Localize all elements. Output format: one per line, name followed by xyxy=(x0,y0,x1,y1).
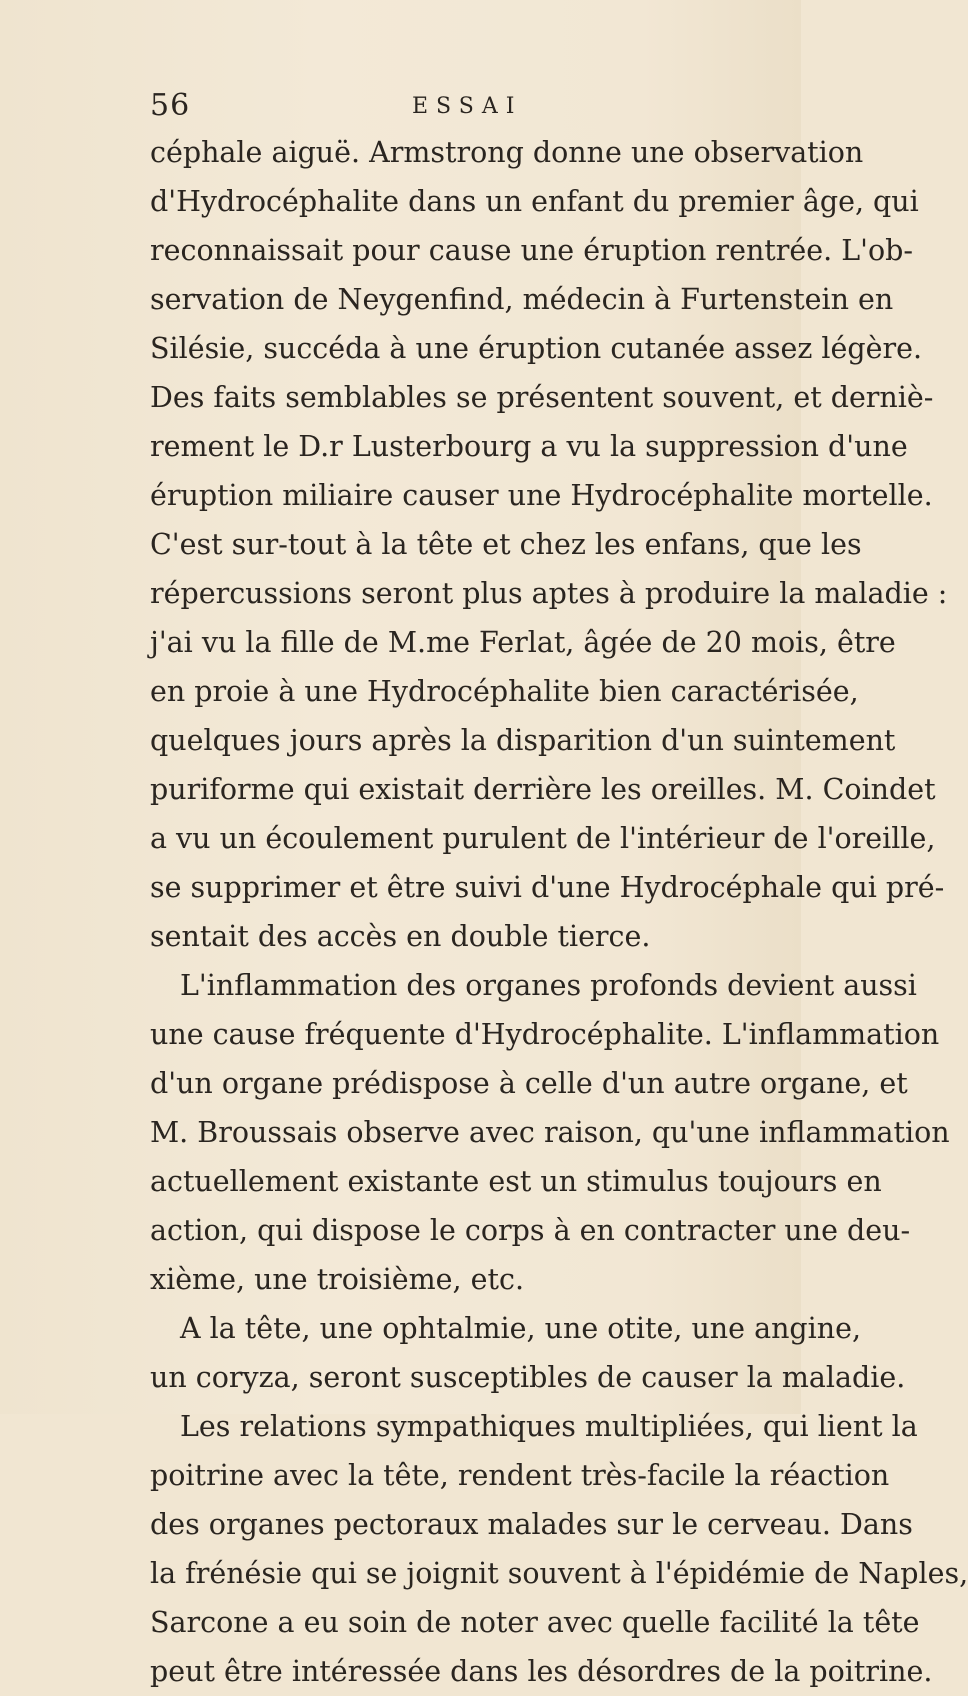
text-line: d'un organe prédispose à celle d'un autre organe, et xyxy=(150,1067,908,1100)
text-line: reconnaissait pour cause une éruption rentrée. L'ob- xyxy=(150,234,914,267)
paragraph xyxy=(150,961,950,1304)
page-header xyxy=(150,88,761,128)
text-line: C'est sur-tout à la tête et chez les enfans, que les xyxy=(150,528,862,561)
text-line: puriforme qui existait derrière les oreilles. M. Coindet xyxy=(150,773,936,806)
text-line: servation de Neygenfind, médecin à Furtenstein en xyxy=(150,283,894,316)
text-line: éruption miliaire causer une Hydrocéphalite mortelle. xyxy=(150,479,933,512)
text-line: rement le D.r Lusterbourg a vu la suppression d'une xyxy=(150,430,908,463)
text-line: Silésie, succéda à une éruption cutanée assez légère. xyxy=(150,332,923,365)
text-line: M. Broussais observe avec raison, qu'une inflammation xyxy=(150,1116,950,1149)
text-line: A la tête, une ophtalmie, une otite, une angine, xyxy=(180,1312,862,1345)
text-line: peut être intéressée dans les désordres de la poitrine. xyxy=(150,1655,933,1688)
text-line: des organes pectoraux malades sur le cerveau. Dans xyxy=(150,1508,913,1541)
text-line: en proie à une Hydrocéphalite bien caractérisée, xyxy=(150,675,859,708)
text-line: la frénésie qui se joignit souvent à l'épidémie de Naples, xyxy=(150,1557,968,1590)
running-title: ESSAI xyxy=(412,94,523,119)
text-line: Les relations sympathiques multipliées, qui lient la xyxy=(180,1410,918,1443)
text-line: céphale aiguë. Armstrong donne une observation xyxy=(150,136,864,169)
text-line: une cause fréquente d'Hydrocéphalite. L'inflammation xyxy=(150,1018,940,1051)
page-number: 56 xyxy=(150,88,191,123)
text-line: répercussions seront plus aptes à produire la maladie : xyxy=(150,577,948,610)
paragraph xyxy=(150,128,948,961)
text-line: a vu un écoulement purulent de l'intérieur de l'oreille, xyxy=(150,822,936,855)
text-line: quelques jours après la disparition d'un suintement xyxy=(150,724,896,757)
text-line: d'Hydrocéphalite dans un enfant du premier âge, qui xyxy=(150,185,919,218)
text-line: actuellement existante est un stimulus toujours en xyxy=(150,1165,882,1198)
paragraph xyxy=(150,1402,968,1696)
body-text xyxy=(150,128,968,1696)
text-line: L'inflammation des organes profonds devient aussi xyxy=(180,969,917,1002)
text-line: xième, une troisième, etc. xyxy=(150,1263,525,1296)
text-line: j'ai vu la fille de M.me Ferlat, âgée de 20 mois, être xyxy=(150,626,896,659)
text-line: sentait des accès en double tierce. xyxy=(150,920,651,953)
text-line: Des faits semblables se présentent souvent, et derniè- xyxy=(150,381,934,414)
text-line: se supprimer et être suivi d'une Hydrocéphale qui pré- xyxy=(150,871,945,904)
text-line: poitrine avec la tête, rendent très-facile la réaction xyxy=(150,1459,890,1492)
paragraph xyxy=(150,1304,906,1402)
text-line: un coryza, seront susceptibles de causer la maladie. xyxy=(150,1361,906,1394)
text-line: action, qui dispose le corps à en contracter une deu- xyxy=(150,1214,911,1247)
text-line: Sarcone a eu soin de noter avec quelle facilité la tête xyxy=(150,1606,920,1639)
